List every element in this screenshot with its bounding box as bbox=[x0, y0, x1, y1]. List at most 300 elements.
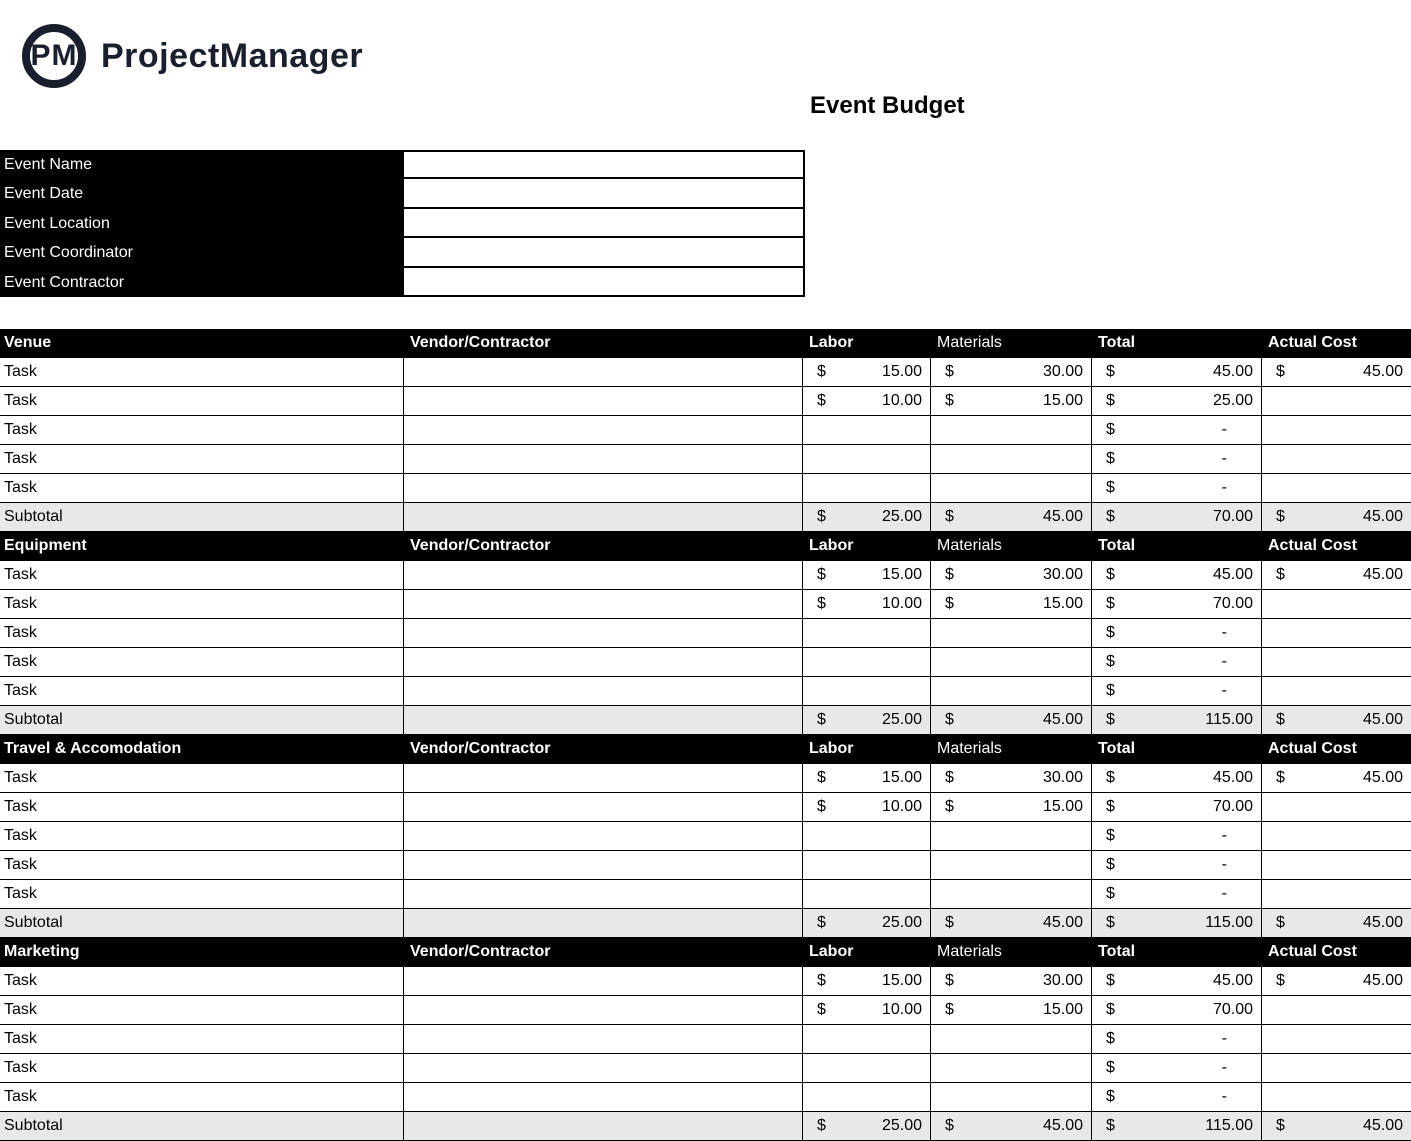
vendor-cell[interactable] bbox=[404, 474, 803, 503]
amount: - bbox=[1221, 653, 1227, 670]
total-cell[interactable] bbox=[1092, 358, 1262, 387]
currency-symbol: $ bbox=[1106, 363, 1115, 380]
brand-name: ProjectManager bbox=[101, 36, 364, 75]
vendor-cell[interactable] bbox=[404, 358, 803, 387]
actual-cell[interactable] bbox=[1262, 648, 1411, 677]
vendor-cell[interactable] bbox=[404, 677, 803, 706]
total-cell[interactable] bbox=[1092, 474, 1262, 503]
materials-cell[interactable] bbox=[931, 1025, 1092, 1054]
amount: - bbox=[1221, 1059, 1227, 1076]
labor-cell[interactable] bbox=[803, 590, 931, 619]
materials-cell[interactable] bbox=[931, 416, 1092, 445]
vendor-cell[interactable] bbox=[404, 851, 803, 880]
column-header-actual: Actual Cost bbox=[1262, 938, 1411, 967]
amount: - bbox=[1221, 1088, 1227, 1105]
column-header-materials: Materials bbox=[931, 938, 1092, 967]
actual-cell[interactable] bbox=[1262, 1083, 1411, 1112]
task-row bbox=[0, 851, 1411, 880]
amount: 45.00 bbox=[1212, 972, 1253, 989]
amount: 45.00 bbox=[1362, 769, 1403, 786]
amount: 45.00 bbox=[1212, 769, 1253, 786]
currency-symbol: $ bbox=[945, 798, 954, 815]
currency-symbol: $ bbox=[945, 914, 954, 931]
column-header-labor: Labor bbox=[803, 329, 931, 358]
column-header-vendor: Vendor/Contractor bbox=[404, 532, 803, 561]
subtotal-actual-cell bbox=[1262, 503, 1411, 532]
task-cell[interactable]: Task bbox=[0, 1054, 404, 1083]
amount: 30.00 bbox=[1042, 363, 1083, 380]
task-row bbox=[0, 590, 1411, 619]
task-cell[interactable]: Task bbox=[0, 445, 404, 474]
amount: 10.00 bbox=[881, 392, 922, 409]
event-info-block bbox=[0, 150, 805, 297]
section-header-row bbox=[0, 735, 1411, 764]
amount: 30.00 bbox=[1042, 769, 1083, 786]
event-info-row bbox=[0, 268, 805, 297]
column-header-vendor: Vendor/Contractor bbox=[404, 938, 803, 967]
task-cell[interactable]: Task bbox=[0, 677, 404, 706]
actual-cell[interactable] bbox=[1262, 387, 1411, 416]
actual-cell[interactable] bbox=[1262, 1054, 1411, 1083]
currency-symbol: $ bbox=[1276, 972, 1285, 989]
task-cell[interactable]: Task bbox=[0, 1083, 404, 1112]
task-cell[interactable]: Task bbox=[0, 358, 404, 387]
labor-cell[interactable] bbox=[803, 677, 931, 706]
labor-cell[interactable] bbox=[803, 996, 931, 1025]
currency-symbol: $ bbox=[817, 595, 826, 612]
amount: 45.00 bbox=[1042, 711, 1083, 728]
materials-cell[interactable] bbox=[931, 793, 1092, 822]
amount: - bbox=[1221, 682, 1227, 699]
subtotal-labor-cell bbox=[803, 1112, 931, 1141]
task-cell[interactable]: Task bbox=[0, 1025, 404, 1054]
currency-symbol: $ bbox=[1106, 885, 1115, 902]
vendor-cell[interactable] bbox=[404, 445, 803, 474]
currency-symbol: $ bbox=[1276, 508, 1285, 525]
materials-cell[interactable] bbox=[931, 590, 1092, 619]
subtotal-total-cell bbox=[1092, 909, 1262, 938]
currency-symbol: $ bbox=[1106, 914, 1115, 931]
amount: 70.00 bbox=[1212, 595, 1253, 612]
event-info-label: Event Coordinator bbox=[0, 238, 404, 267]
amount: - bbox=[1221, 479, 1227, 496]
labor-cell[interactable] bbox=[803, 851, 931, 880]
task-row bbox=[0, 880, 1411, 909]
subtotal-row bbox=[0, 706, 1411, 735]
task-cell[interactable]: Task bbox=[0, 474, 404, 503]
event-info-value-cell[interactable] bbox=[404, 150, 805, 179]
currency-symbol: $ bbox=[1276, 914, 1285, 931]
subtotal-label: Subtotal bbox=[0, 706, 404, 735]
vendor-cell[interactable] bbox=[404, 648, 803, 677]
section-name: Marketing bbox=[0, 938, 404, 967]
vendor-cell[interactable] bbox=[404, 822, 803, 851]
amount: 115.00 bbox=[1205, 1117, 1253, 1134]
currency-symbol: $ bbox=[817, 508, 826, 525]
total-cell[interactable] bbox=[1092, 793, 1262, 822]
task-row bbox=[0, 793, 1411, 822]
vendor-cell[interactable] bbox=[404, 1054, 803, 1083]
total-cell[interactable] bbox=[1092, 1025, 1262, 1054]
amount: 15.00 bbox=[881, 566, 922, 583]
subtotal-actual-cell bbox=[1262, 909, 1411, 938]
labor-cell[interactable] bbox=[803, 648, 931, 677]
currency-symbol: $ bbox=[1106, 1117, 1115, 1134]
amount: 15.00 bbox=[881, 363, 922, 380]
currency-symbol: $ bbox=[945, 508, 954, 525]
task-cell[interactable]: Task bbox=[0, 880, 404, 909]
currency-symbol: $ bbox=[1276, 711, 1285, 728]
amount: 25.00 bbox=[1212, 392, 1253, 409]
task-row bbox=[0, 416, 1411, 445]
task-cell[interactable]: Task bbox=[0, 793, 404, 822]
actual-cell[interactable] bbox=[1262, 822, 1411, 851]
amount: 45.00 bbox=[1042, 914, 1083, 931]
currency-symbol: $ bbox=[1106, 711, 1115, 728]
amount: 115.00 bbox=[1205, 711, 1253, 728]
materials-cell[interactable] bbox=[931, 996, 1092, 1025]
amount: 15.00 bbox=[1042, 392, 1083, 409]
amount: 70.00 bbox=[1212, 1001, 1253, 1018]
currency-symbol: $ bbox=[1106, 479, 1115, 496]
task-row bbox=[0, 445, 1411, 474]
event-info-value-cell[interactable] bbox=[404, 179, 805, 208]
task-cell[interactable]: Task bbox=[0, 648, 404, 677]
vendor-cell[interactable] bbox=[404, 764, 803, 793]
actual-cell[interactable] bbox=[1262, 967, 1411, 996]
actual-cell[interactable] bbox=[1262, 561, 1411, 590]
labor-cell[interactable] bbox=[803, 822, 931, 851]
task-row bbox=[0, 619, 1411, 648]
materials-cell[interactable] bbox=[931, 1083, 1092, 1112]
task-cell[interactable]: Task bbox=[0, 416, 404, 445]
actual-cell[interactable] bbox=[1262, 880, 1411, 909]
subtotal-row bbox=[0, 503, 1411, 532]
task-row bbox=[0, 1025, 1411, 1054]
total-cell[interactable] bbox=[1092, 561, 1262, 590]
section-name: Travel & Accomodation bbox=[0, 735, 404, 764]
total-cell[interactable] bbox=[1092, 648, 1262, 677]
total-cell[interactable] bbox=[1092, 416, 1262, 445]
labor-cell[interactable] bbox=[803, 358, 931, 387]
amount: 15.00 bbox=[1042, 595, 1083, 612]
amount: - bbox=[1221, 885, 1227, 902]
labor-cell[interactable] bbox=[803, 967, 931, 996]
budget-table bbox=[0, 329, 1411, 1141]
vendor-cell[interactable] bbox=[404, 619, 803, 648]
currency-symbol: $ bbox=[1106, 653, 1115, 670]
actual-cell[interactable] bbox=[1262, 358, 1411, 387]
subtotal-actual-cell bbox=[1262, 1112, 1411, 1141]
amount: 45.00 bbox=[1362, 711, 1403, 728]
actual-cell[interactable] bbox=[1262, 590, 1411, 619]
currency-symbol: $ bbox=[1106, 1001, 1115, 1018]
materials-cell[interactable] bbox=[931, 880, 1092, 909]
task-cell[interactable]: Task bbox=[0, 619, 404, 648]
currency-symbol: $ bbox=[945, 972, 954, 989]
currency-symbol: $ bbox=[817, 1117, 826, 1134]
currency-symbol: $ bbox=[945, 392, 954, 409]
total-cell[interactable] bbox=[1092, 822, 1262, 851]
currency-symbol: $ bbox=[945, 1117, 954, 1134]
column-header-labor: Labor bbox=[803, 735, 931, 764]
subtotal-materials-cell bbox=[931, 503, 1092, 532]
task-row bbox=[0, 561, 1411, 590]
amount: 25.00 bbox=[881, 1117, 922, 1134]
total-cell[interactable] bbox=[1092, 880, 1262, 909]
task-row bbox=[0, 387, 1411, 416]
materials-cell[interactable] bbox=[931, 822, 1092, 851]
currency-symbol: $ bbox=[817, 798, 826, 815]
vendor-cell[interactable] bbox=[404, 880, 803, 909]
currency-symbol: $ bbox=[1106, 421, 1115, 438]
currency-symbol: $ bbox=[1106, 827, 1115, 844]
currency-symbol: $ bbox=[817, 711, 826, 728]
amount: 25.00 bbox=[881, 711, 922, 728]
amount: 15.00 bbox=[1042, 798, 1083, 815]
total-cell[interactable] bbox=[1092, 851, 1262, 880]
subtotal-materials-cell bbox=[931, 706, 1092, 735]
currency-symbol: $ bbox=[1106, 1030, 1115, 1047]
labor-cell[interactable] bbox=[803, 445, 931, 474]
labor-cell[interactable] bbox=[803, 561, 931, 590]
event-info-row bbox=[0, 238, 805, 267]
currency-symbol: $ bbox=[945, 595, 954, 612]
vendor-cell bbox=[404, 503, 803, 532]
vendor-cell[interactable] bbox=[404, 967, 803, 996]
pm-monogram-text: PM bbox=[30, 39, 78, 72]
currency-symbol: $ bbox=[1106, 856, 1115, 873]
task-cell[interactable]: Task bbox=[0, 967, 404, 996]
amount: 45.00 bbox=[1362, 566, 1403, 583]
actual-cell[interactable] bbox=[1262, 996, 1411, 1025]
vendor-cell[interactable] bbox=[404, 561, 803, 590]
vendor-cell[interactable] bbox=[404, 1025, 803, 1054]
total-cell[interactable] bbox=[1092, 967, 1262, 996]
currency-symbol: $ bbox=[1276, 566, 1285, 583]
currency-symbol: $ bbox=[1106, 624, 1115, 641]
event-info-value-cell[interactable] bbox=[404, 238, 805, 267]
amount: 45.00 bbox=[1212, 363, 1253, 380]
section-name: Equipment bbox=[0, 532, 404, 561]
currency-symbol: $ bbox=[817, 392, 826, 409]
materials-cell[interactable] bbox=[931, 1054, 1092, 1083]
materials-cell[interactable] bbox=[931, 474, 1092, 503]
vendor-cell bbox=[404, 909, 803, 938]
amount: 115.00 bbox=[1205, 914, 1253, 931]
amount: 45.00 bbox=[1362, 508, 1403, 525]
column-header-total: Total bbox=[1092, 938, 1262, 967]
currency-symbol: $ bbox=[817, 914, 826, 931]
vendor-cell[interactable] bbox=[404, 793, 803, 822]
event-info-row bbox=[0, 179, 805, 208]
materials-cell[interactable] bbox=[931, 677, 1092, 706]
column-header-materials: Materials bbox=[931, 532, 1092, 561]
materials-cell[interactable] bbox=[931, 445, 1092, 474]
column-header-total: Total bbox=[1092, 532, 1262, 561]
total-cell[interactable] bbox=[1092, 387, 1262, 416]
column-header-materials: Materials bbox=[931, 329, 1092, 358]
event-info-label: Event Contractor bbox=[0, 268, 404, 297]
amount: - bbox=[1221, 827, 1227, 844]
actual-cell[interactable] bbox=[1262, 416, 1411, 445]
total-cell[interactable] bbox=[1092, 996, 1262, 1025]
column-header-total: Total bbox=[1092, 329, 1262, 358]
event-info-value-cell[interactable] bbox=[404, 268, 805, 297]
subtotal-labor-cell bbox=[803, 706, 931, 735]
column-header-actual: Actual Cost bbox=[1262, 329, 1411, 358]
section-name: Venue bbox=[0, 329, 404, 358]
amount: 45.00 bbox=[1362, 914, 1403, 931]
column-header-total: Total bbox=[1092, 735, 1262, 764]
section-header-row bbox=[0, 329, 1411, 358]
task-row bbox=[0, 677, 1411, 706]
event-info-row bbox=[0, 150, 805, 179]
materials-cell[interactable] bbox=[931, 648, 1092, 677]
event-info-row bbox=[0, 209, 805, 238]
amount: 70.00 bbox=[1212, 798, 1253, 815]
amount: 15.00 bbox=[881, 972, 922, 989]
page-title: Event Budget bbox=[810, 92, 965, 119]
vendor-cell[interactable] bbox=[404, 416, 803, 445]
amount: - bbox=[1221, 1030, 1227, 1047]
amount: 45.00 bbox=[1362, 972, 1403, 989]
materials-cell[interactable] bbox=[931, 358, 1092, 387]
actual-cell[interactable] bbox=[1262, 764, 1411, 793]
currency-symbol: $ bbox=[945, 566, 954, 583]
currency-symbol: $ bbox=[1106, 1059, 1115, 1076]
task-cell[interactable]: Task bbox=[0, 822, 404, 851]
currency-symbol: $ bbox=[817, 566, 826, 583]
total-cell[interactable] bbox=[1092, 677, 1262, 706]
total-cell[interactable] bbox=[1092, 764, 1262, 793]
vendor-cell[interactable] bbox=[404, 590, 803, 619]
materials-cell[interactable] bbox=[931, 764, 1092, 793]
currency-symbol: $ bbox=[1106, 798, 1115, 815]
labor-cell[interactable] bbox=[803, 416, 931, 445]
materials-cell[interactable] bbox=[931, 967, 1092, 996]
column-header-actual: Actual Cost bbox=[1262, 735, 1411, 764]
subtotal-label: Subtotal bbox=[0, 503, 404, 532]
labor-cell[interactable] bbox=[803, 880, 931, 909]
total-cell[interactable] bbox=[1092, 1083, 1262, 1112]
task-cell[interactable]: Task bbox=[0, 996, 404, 1025]
labor-cell[interactable] bbox=[803, 1054, 931, 1083]
task-row bbox=[0, 822, 1411, 851]
subtotal-label: Subtotal bbox=[0, 909, 404, 938]
currency-symbol: $ bbox=[945, 1001, 954, 1018]
task-row bbox=[0, 648, 1411, 677]
labor-cell[interactable] bbox=[803, 793, 931, 822]
labor-cell[interactable] bbox=[803, 474, 931, 503]
total-cell[interactable] bbox=[1092, 445, 1262, 474]
event-info-label: Event Name bbox=[0, 150, 404, 179]
task-cell[interactable]: Task bbox=[0, 590, 404, 619]
currency-symbol: $ bbox=[1106, 566, 1115, 583]
currency-symbol: $ bbox=[1106, 595, 1115, 612]
amount: 45.00 bbox=[1042, 1117, 1083, 1134]
amount: 25.00 bbox=[881, 914, 922, 931]
amount: 30.00 bbox=[1042, 972, 1083, 989]
task-row bbox=[0, 474, 1411, 503]
task-cell[interactable]: Task bbox=[0, 561, 404, 590]
currency-symbol: $ bbox=[945, 769, 954, 786]
vendor-cell bbox=[404, 706, 803, 735]
subtotal-total-cell bbox=[1092, 503, 1262, 532]
section-header-row bbox=[0, 532, 1411, 561]
event-info-value-cell[interactable] bbox=[404, 209, 805, 238]
amount: 45.00 bbox=[1042, 508, 1083, 525]
subtotal-materials-cell bbox=[931, 909, 1092, 938]
amount: 15.00 bbox=[1042, 1001, 1083, 1018]
subtotal-labor-cell bbox=[803, 909, 931, 938]
currency-symbol: $ bbox=[1106, 508, 1115, 525]
total-cell[interactable] bbox=[1092, 619, 1262, 648]
labor-cell[interactable] bbox=[803, 619, 931, 648]
task-row bbox=[0, 358, 1411, 387]
vendor-cell[interactable] bbox=[404, 1083, 803, 1112]
actual-cell[interactable] bbox=[1262, 851, 1411, 880]
actual-cell[interactable] bbox=[1262, 677, 1411, 706]
currency-symbol: $ bbox=[1106, 769, 1115, 786]
vendor-cell[interactable] bbox=[404, 387, 803, 416]
materials-cell[interactable] bbox=[931, 387, 1092, 416]
total-cell[interactable] bbox=[1092, 1054, 1262, 1083]
materials-cell[interactable] bbox=[931, 851, 1092, 880]
labor-cell[interactable] bbox=[803, 764, 931, 793]
currency-symbol: $ bbox=[1106, 450, 1115, 467]
actual-cell[interactable] bbox=[1262, 619, 1411, 648]
currency-symbol: $ bbox=[1106, 682, 1115, 699]
amount: - bbox=[1221, 450, 1227, 467]
task-cell[interactable]: Task bbox=[0, 851, 404, 880]
materials-cell[interactable] bbox=[931, 561, 1092, 590]
currency-symbol: $ bbox=[817, 769, 826, 786]
projectmanager-logo bbox=[22, 24, 363, 88]
materials-cell[interactable] bbox=[931, 619, 1092, 648]
subtotal-total-cell bbox=[1092, 1112, 1262, 1141]
actual-cell[interactable] bbox=[1262, 1025, 1411, 1054]
task-cell[interactable]: Task bbox=[0, 387, 404, 416]
amount: - bbox=[1221, 624, 1227, 641]
vendor-cell[interactable] bbox=[404, 996, 803, 1025]
task-cell[interactable]: Task bbox=[0, 764, 404, 793]
task-row bbox=[0, 967, 1411, 996]
amount: - bbox=[1221, 421, 1227, 438]
amount: 10.00 bbox=[881, 798, 922, 815]
actual-cell[interactable] bbox=[1262, 445, 1411, 474]
amount: 30.00 bbox=[1042, 566, 1083, 583]
labor-cell[interactable] bbox=[803, 1025, 931, 1054]
total-cell[interactable] bbox=[1092, 590, 1262, 619]
actual-cell[interactable] bbox=[1262, 474, 1411, 503]
column-header-vendor: Vendor/Contractor bbox=[404, 735, 803, 764]
amount: 10.00 bbox=[881, 595, 922, 612]
task-row bbox=[0, 1054, 1411, 1083]
amount: 10.00 bbox=[881, 1001, 922, 1018]
task-row bbox=[0, 764, 1411, 793]
labor-cell[interactable] bbox=[803, 387, 931, 416]
subtotal-label: Subtotal bbox=[0, 1112, 404, 1141]
pm-monogram-icon bbox=[22, 24, 86, 88]
currency-symbol: $ bbox=[1276, 363, 1285, 380]
actual-cell[interactable] bbox=[1262, 793, 1411, 822]
amount: 15.00 bbox=[881, 769, 922, 786]
column-header-labor: Labor bbox=[803, 938, 931, 967]
vendor-cell bbox=[404, 1112, 803, 1141]
column-header-labor: Labor bbox=[803, 532, 931, 561]
labor-cell[interactable] bbox=[803, 1083, 931, 1112]
